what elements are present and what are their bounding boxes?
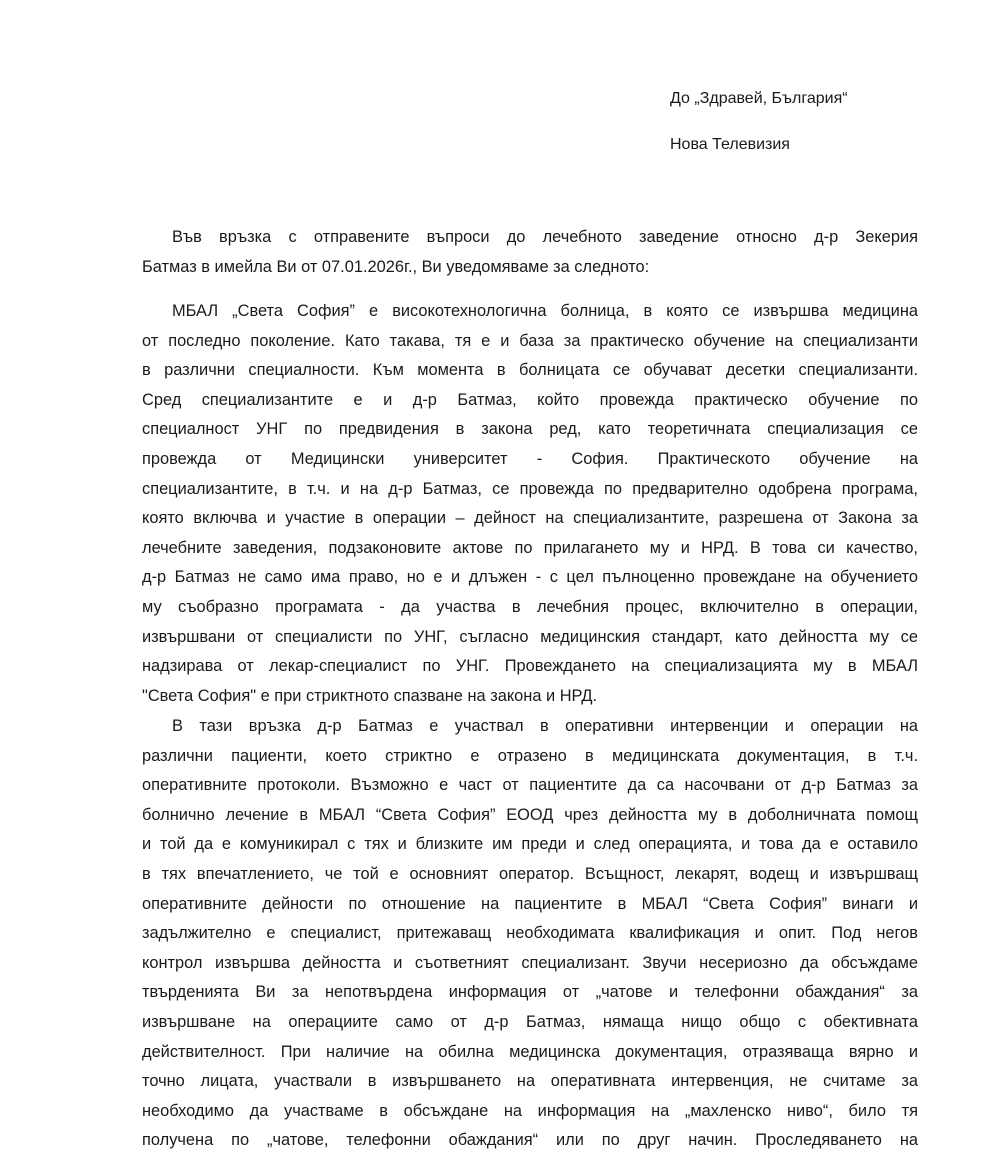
text-line: която включва и участие в операции – дейност на специализантите, разрешена от Закона за <box>142 509 918 528</box>
text-line: болнично лечение в МБАЛ “Света София” ЕООД чрез дейността му в доболничната помощ <box>142 805 918 824</box>
text-line: оперативните протоколи. Възможно е част от пациентите да са насочвани от д-р Батмаз за <box>142 776 918 795</box>
text-line: МБАЛ „Света София” е високотехнологична болница, в която се извършва медицина <box>172 302 918 320</box>
text-line: точно лицата, участвали в извършването на оперативната интервенция, не считаме за <box>142 1072 918 1091</box>
text-line: В тази връзка д-р Батмаз е участвал в оперативни интервенции и операции на <box>172 717 918 735</box>
text-line: лечебните заведения, подзаконовите актове по прилагането му и НРД. В това си качество, <box>142 538 918 557</box>
addressee-line-1: До „Здравей, България“ <box>670 90 848 107</box>
text-line: твърденията Ви за непотвърдена информация от „чатове и телефонни обаждания“ за <box>142 983 918 1002</box>
text-line: действителност. При наличие на обилна медицинска документация, отразяваща вярно и <box>142 1042 918 1061</box>
text-line: извършвани от специалисти по УНГ, съгласно медицинския стандарт, като дейността му се <box>142 627 918 646</box>
text-line: контрол извършва дейността и съответният специализант. Звучи несериозно да обсъждаме <box>142 953 918 972</box>
paragraph-hospital-info <box>142 297 918 711</box>
text-line: извършване на операциите само от д-р Батмаз, нямаща нищо общо с обективната <box>142 1012 918 1031</box>
paragraph-batmaz-participation <box>142 712 918 1156</box>
text-line: получена по „чатове, телефонни обаждания“ или по друг начин. Проследяването на <box>142 1131 918 1150</box>
text-line: Във връзка с отправените въпроси до лечебното заведение относно д-р Зекерия <box>172 228 918 246</box>
text-line: му съобразно програмата - да участва в лечебния процес, включително в операции, <box>142 597 918 616</box>
text-line: оперативните дейности по отношение на пациентите в МБАЛ “Света София” винаги и <box>142 894 918 913</box>
text-line: надзирава от лекар-специалист по УНГ. Провеждането на специализацията му в МБАЛ <box>142 657 918 676</box>
text-line: "Света София" е при стриктното спазване на закона и НРД. <box>142 686 598 705</box>
text-line: специализантите, в т.ч. и на д-р Батмаз, се провежда по предварително одобрена програма, <box>142 479 918 498</box>
text-line: задължително е специалист, притежаващ необходимата квалификация и опит. Под негов <box>142 924 918 943</box>
text-line: в тях впечатлението, че той е основният оператор. Всъщност, лекарят, водещ и извършващ <box>142 864 918 883</box>
text-line: в различни специалности. Към момента в болницата се обучават десетки специализанти. <box>142 361 918 380</box>
text-line: необходимо да участваме в обсъждане на информация на „махленско ниво“, било тя <box>142 1101 918 1120</box>
text-line: различни пациенти, което стриктно е отразено в медицинската документация, в т.ч. <box>142 746 918 765</box>
text-line: провежда от Медицински университет - София. Практическото обучение на <box>142 449 918 468</box>
text-line: Сред специализантите е и д-р Батмаз, който провежда практическо обучение по <box>142 390 918 409</box>
text-line: Батмаз в имейла Ви от 07.01.2026г., Ви уведомяваме за следното: <box>142 257 650 276</box>
text-line: и той да е комуникирал с тях и близките им преди и след операцията, и това да е оставило <box>142 835 918 854</box>
paragraph-intro <box>142 223 918 282</box>
text-line: от последно поколение. Като такава, тя е и база за практическо обучение на специализанти <box>142 331 918 350</box>
text-line: специалност УНГ по предвидения в закона ред, като теоретичната специализация се <box>142 420 918 439</box>
text-line: д-р Батмаз не само има право, но е и длъжен - с цел пълноценно провеждане на обучението <box>142 568 918 587</box>
addressee-line-2: Нова Телевизия <box>670 136 790 153</box>
